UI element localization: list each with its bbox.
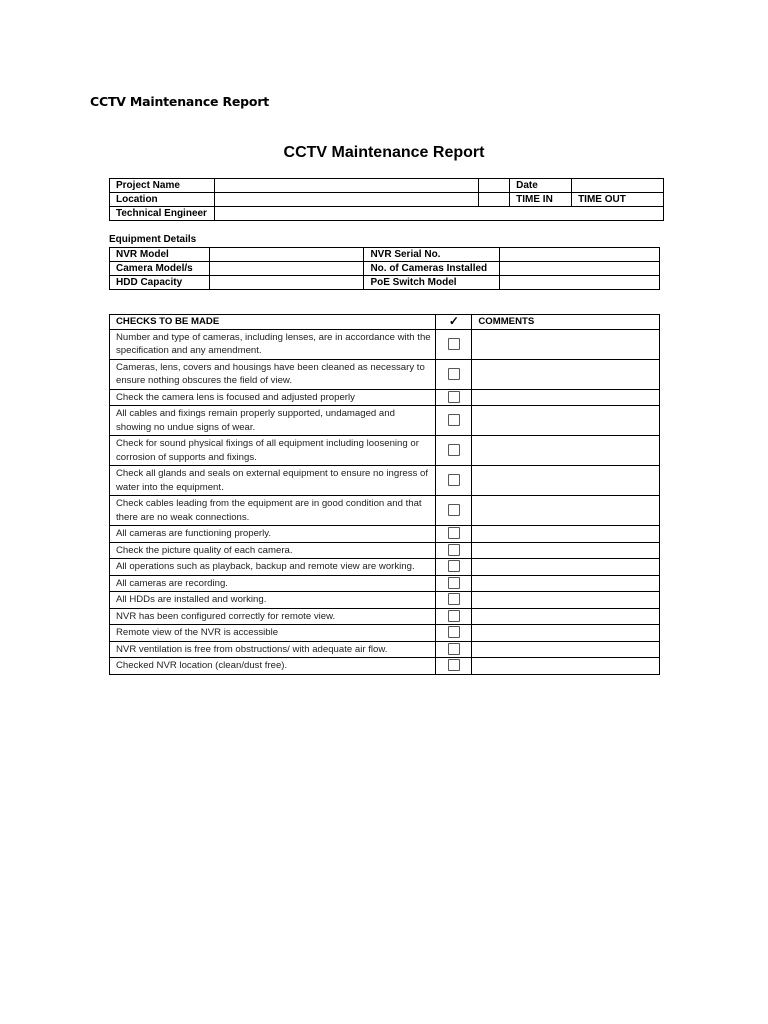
comment-field[interactable]	[472, 436, 660, 466]
time-in-label: TIME IN	[510, 193, 572, 207]
comment-field[interactable]	[472, 625, 660, 642]
comment-field[interactable]	[472, 542, 660, 559]
check-item-text: Check the camera lens is focused and adjusted properly	[110, 389, 436, 406]
form-title: CCTV Maintenance Report	[283, 144, 485, 161]
num-cameras-label: No. of Cameras Installed	[364, 262, 499, 276]
comment-field[interactable]	[472, 389, 660, 406]
comment-field[interactable]	[472, 575, 660, 592]
poe-switch-label: PoE Switch Model	[364, 276, 499, 290]
check-item-text: All cameras are recording.	[110, 575, 436, 592]
checkbox[interactable]	[448, 593, 460, 605]
check-row	[110, 641, 660, 658]
camera-models-field[interactable]	[210, 262, 364, 276]
time-out-label: TIME OUT	[572, 193, 664, 207]
comments-header: COMMENTS	[472, 315, 660, 330]
project-name-field[interactable]	[214, 179, 478, 193]
checkbox[interactable]	[448, 368, 460, 380]
checkbox[interactable]	[448, 504, 460, 516]
check-item-text: NVR has been configured correctly for remote view.	[110, 608, 436, 625]
checkbox[interactable]	[448, 391, 460, 403]
comment-field[interactable]	[472, 592, 660, 609]
checkbox[interactable]	[448, 560, 460, 572]
comment-field[interactable]	[472, 526, 660, 543]
comment-field[interactable]	[472, 406, 660, 436]
comment-field[interactable]	[472, 359, 660, 389]
checkbox[interactable]	[448, 444, 460, 456]
nvr-serial-field[interactable]	[499, 248, 659, 262]
location-label: Location	[110, 193, 215, 207]
nvr-model-field[interactable]	[210, 248, 364, 262]
tick-header-icon: ✓	[436, 315, 472, 330]
camera-models-label: Camera Model/s	[110, 262, 210, 276]
check-row	[110, 542, 660, 559]
check-row	[110, 658, 660, 675]
checkbox[interactable]	[448, 626, 460, 638]
check-row	[110, 329, 660, 359]
comment-field[interactable]	[472, 559, 660, 576]
table-row	[110, 262, 660, 276]
table-row	[110, 207, 664, 221]
check-item-text: Checked NVR location (clean/dust free).	[110, 658, 436, 675]
date-label: Date	[510, 179, 572, 193]
table-row	[110, 179, 664, 193]
num-cameras-field[interactable]	[499, 262, 659, 276]
nvr-model-label: NVR Model	[110, 248, 210, 262]
table-row	[110, 248, 660, 262]
checkbox[interactable]	[448, 338, 460, 350]
location-field[interactable]	[214, 193, 478, 207]
poe-switch-field[interactable]	[499, 276, 659, 290]
check-row	[110, 436, 660, 466]
comment-field[interactable]	[472, 658, 660, 675]
check-item-text: NVR ventilation is free from obstructions/ with adequate air flow.	[110, 641, 436, 658]
check-item-text: All HDDs are installed and working.	[110, 592, 436, 609]
project-info-table	[109, 178, 664, 221]
comment-field[interactable]	[472, 466, 660, 496]
check-item-text: Check the picture quality of each camera.	[110, 542, 436, 559]
check-row	[110, 389, 660, 406]
date-field[interactable]	[572, 179, 664, 193]
comment-field[interactable]	[472, 608, 660, 625]
table-row	[110, 193, 664, 207]
checks-header-row	[110, 315, 660, 330]
checkbox[interactable]	[448, 659, 460, 671]
equipment-details-table	[109, 247, 660, 290]
check-item-text: All operations such as playback, backup and remote view are working.	[110, 559, 436, 576]
hdd-capacity-field[interactable]	[210, 276, 364, 290]
technical-engineer-field[interactable]	[214, 207, 663, 221]
check-row	[110, 359, 660, 389]
check-row	[110, 575, 660, 592]
equipment-details-caption: Equipment Details	[109, 234, 197, 245]
table-row	[110, 276, 660, 290]
nvr-serial-label: NVR Serial No.	[364, 248, 499, 262]
comment-field[interactable]	[472, 329, 660, 359]
check-row	[110, 406, 660, 436]
checkbox[interactable]	[448, 414, 460, 426]
check-row	[110, 592, 660, 609]
check-item-text: Remote view of the NVR is accessible	[110, 625, 436, 642]
check-item-text: Check all glands and seals on external equipment to ensure no ingress of water into the equipment.	[110, 466, 436, 496]
check-item-text: Cameras, lens, covers and housings have been cleaned as necessary to ensure nothing obscures the field of view.	[110, 359, 436, 389]
checks-table	[109, 314, 660, 675]
check-item-text: Check cables leading from the equipment are in good condition and that there are no weak connections.	[110, 496, 436, 526]
checkbox[interactable]	[448, 577, 460, 589]
check-item-text: All cables and fixings remain properly supported, undamaged and showing no undue signs of wear.	[110, 406, 436, 436]
checkbox[interactable]	[448, 474, 460, 486]
check-item-text: All cameras are functioning properly.	[110, 526, 436, 543]
document-heading: CCTV Maintenance Report	[90, 94, 270, 109]
checkbox[interactable]	[448, 544, 460, 556]
check-row	[110, 496, 660, 526]
check-row	[110, 466, 660, 496]
checks-header: CHECKS TO BE MADE	[110, 315, 436, 330]
check-row	[110, 608, 660, 625]
checkbox[interactable]	[448, 610, 460, 622]
check-item-text: Number and type of cameras, including lenses, are in accordance with the specification and any amendment.	[110, 329, 436, 359]
project-name-label: Project Name	[110, 179, 215, 193]
check-row	[110, 559, 660, 576]
checkbox[interactable]	[448, 527, 460, 539]
technical-engineer-label: Technical Engineer	[110, 207, 215, 221]
check-item-text: Check for sound physical fixings of all equipment including loosening or corrosion of supports and fixings.	[110, 436, 436, 466]
comment-field[interactable]	[472, 641, 660, 658]
comment-field[interactable]	[472, 496, 660, 526]
check-row	[110, 625, 660, 642]
checkbox[interactable]	[448, 643, 460, 655]
check-row	[110, 526, 660, 543]
hdd-capacity-label: HDD Capacity	[110, 276, 210, 290]
